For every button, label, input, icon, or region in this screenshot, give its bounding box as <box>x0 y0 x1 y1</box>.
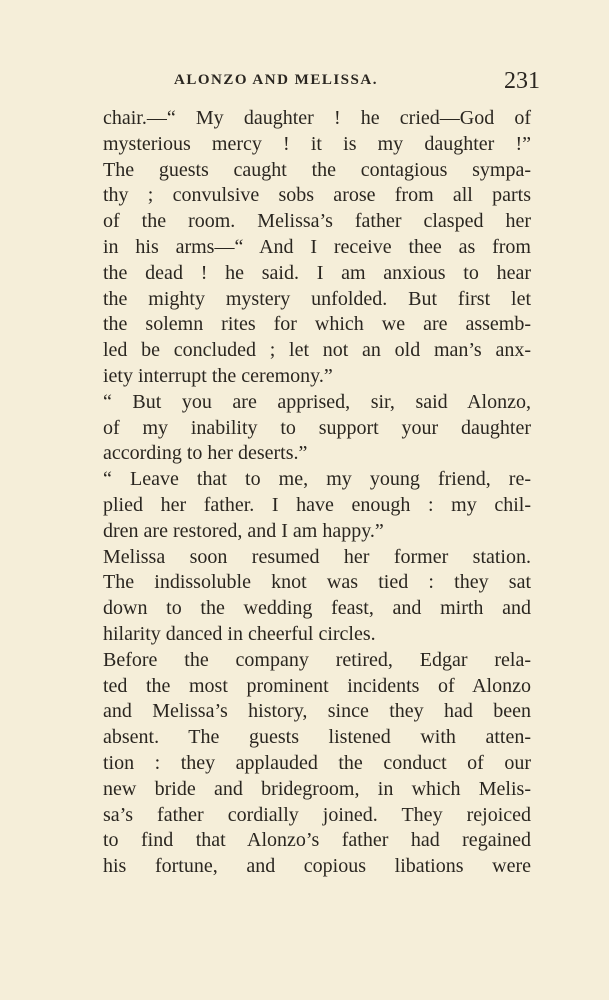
page-number: 231 <box>504 68 540 94</box>
text-line: sa’s father cordially joined. They rejoiced <box>103 803 531 826</box>
text-line: down to the wedding feast, and mirth and <box>103 597 531 620</box>
text-line: and Melissa’s history, since they had been <box>103 700 531 723</box>
text-line: iety interrupt the ceremony.” <box>103 364 333 387</box>
page-header <box>100 68 540 98</box>
text-line: ted the most prominent incidents of Alonzo <box>103 674 531 697</box>
text-line: of the room. Melissa’s father clasped her <box>103 210 531 233</box>
text-line: thy ; convulsive sobs arose from all parts <box>103 184 531 207</box>
text-line: “ Leave that to me, my young friend, re- <box>103 468 531 491</box>
text-line: in his arms—“ And I receive thee as from <box>103 235 531 258</box>
text-line: the solemn rites for which we are assemb- <box>103 313 531 336</box>
text-line: tion : they applauded the conduct of our <box>103 751 531 774</box>
text-line: chair.—“ My daughter ! he cried—God of <box>103 107 531 129</box>
body-text <box>103 106 531 880</box>
text-line: of my inability to support your daughter <box>103 416 531 439</box>
text-line: new bride and bridegroom, in which Melis- <box>103 777 531 800</box>
running-head: ALONZO AND MELISSA. <box>174 72 378 88</box>
text-line: the mighty mystery unfolded. But first let <box>103 287 531 310</box>
text-line: according to her deserts.” <box>103 442 308 465</box>
text-line: led be concluded ; let not an old man’s anx- <box>103 339 531 362</box>
text-line: absent. The guests listened with atten- <box>103 726 531 749</box>
text-line: dren are restored, and I am happy.” <box>103 519 384 542</box>
text-line: his fortune, and copious libations were <box>103 855 531 878</box>
text-line: to find that Alonzo’s father had regained <box>103 829 531 852</box>
text-line: “ But you are apprised, sir, said Alonzo, <box>103 390 531 413</box>
text-line: The guests caught the contagious sympa- <box>103 158 531 181</box>
text-line: mysterious mercy ! it is my daughter !” <box>103 132 531 155</box>
text-line: Before the company retired, Edgar rela- <box>103 648 531 671</box>
text-line: the dead ! he said. I am anxious to hear <box>103 261 531 284</box>
text-line: The indissoluble knot was tied : they sat <box>103 571 531 594</box>
text-line: plied her father. I have enough : my chil- <box>103 493 531 516</box>
text-line: Melissa soon resumed her former station. <box>103 545 531 568</box>
text-line: hilarity danced in cheerful circles. <box>103 622 376 645</box>
